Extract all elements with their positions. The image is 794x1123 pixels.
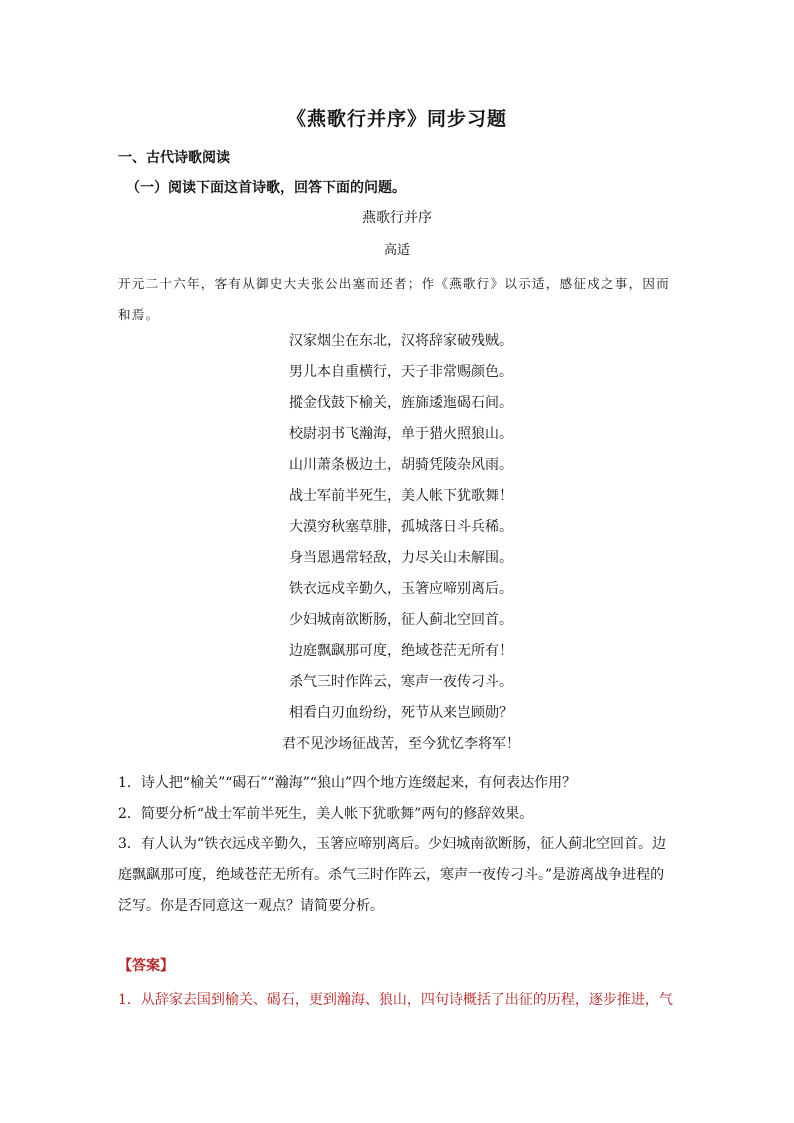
poem-line: 山川萧条极边土，胡骑凭陵杂风雨。 — [289, 457, 513, 473]
poem-title: 燕歌行并序 — [362, 210, 432, 226]
poem-line: 边庭飘飖那可度，绝域苍茫无所有！ — [289, 643, 513, 659]
question-list — [118, 768, 678, 922]
poem-line: 大漠穷秋塞草腓，孤城落日斗兵稀。 — [289, 519, 513, 535]
poem-preface: 开元二十六年，客有从御史大夫张公出塞而还者；作《燕歌行》以示适，感征戍之事，因而和焉。 — [118, 276, 671, 322]
poem-line: 身当恩遇常轻敌，力尽关山未解围。 — [289, 550, 513, 566]
poem-line: 相看白刃血纷纷，死节从来岂顾勋？ — [289, 705, 513, 721]
poem-line: 铁衣远戍辛勤久，玉箸应啼别离后。 — [289, 581, 513, 597]
poem-line: 君不见沙场征战苦，至今犹忆李将军！ — [282, 736, 520, 752]
poem-line: 少妇城南欲断肠，征人蓟北空回首。 — [289, 612, 513, 628]
section-heading: 一、古代诗歌阅读 — [118, 150, 230, 166]
page-title: 《燕歌行并序》同步习题 — [286, 108, 507, 130]
sub-heading: （一）阅读下面这首诗歌，回答下面的问题。 — [126, 180, 406, 196]
poem-lines — [0, 331, 794, 765]
question-3: 3．有人认为“铁衣远戍辛勤久，玉箸应啼别离后。少妇城南欲断肠，征人蓟北空回首。边庭飘飖那可度，绝域苍茫无所有。杀气三时作阵云，寒声一夜传刁斗。”是游离战争进程的泛写。你是否同意这一观点？请简要分析。 — [118, 836, 667, 914]
poem-line: 摐金伐鼓下榆关，旌旆逶迤碣石间。 — [289, 395, 513, 411]
poem-line: 汉家烟尘在东北，汉将辞家破残贼。 — [289, 333, 513, 349]
answer-label: 【答案】 — [118, 958, 174, 974]
poem-line: 校尉羽书飞瀚海，单于猎火照狼山。 — [289, 426, 513, 442]
question-2: 2．简要分析“战士军前半死生，美人帐下犹歌舞”两句的修辞效果。 — [118, 805, 534, 822]
answer-text: 1．从辞家去国到榆关、碣石，更到瀚海、狼山，四句诗概括了出征的历程，逐步推进，气 — [118, 992, 673, 1008]
poem-line: 杀气三时作阵云，寒声一夜传刁斗。 — [289, 674, 513, 690]
poem-line: 战士军前半死生，美人帐下犹歌舞！ — [289, 488, 513, 504]
question-1: 1．诗人把“榆关”“碣石”“瀚海”“狼山”四个地方连缀起来，有何表达作用？ — [118, 775, 577, 791]
poem-author: 高适 — [383, 243, 410, 258]
poem-line: 男儿本自重横行，天子非常赐颜色。 — [289, 364, 513, 380]
